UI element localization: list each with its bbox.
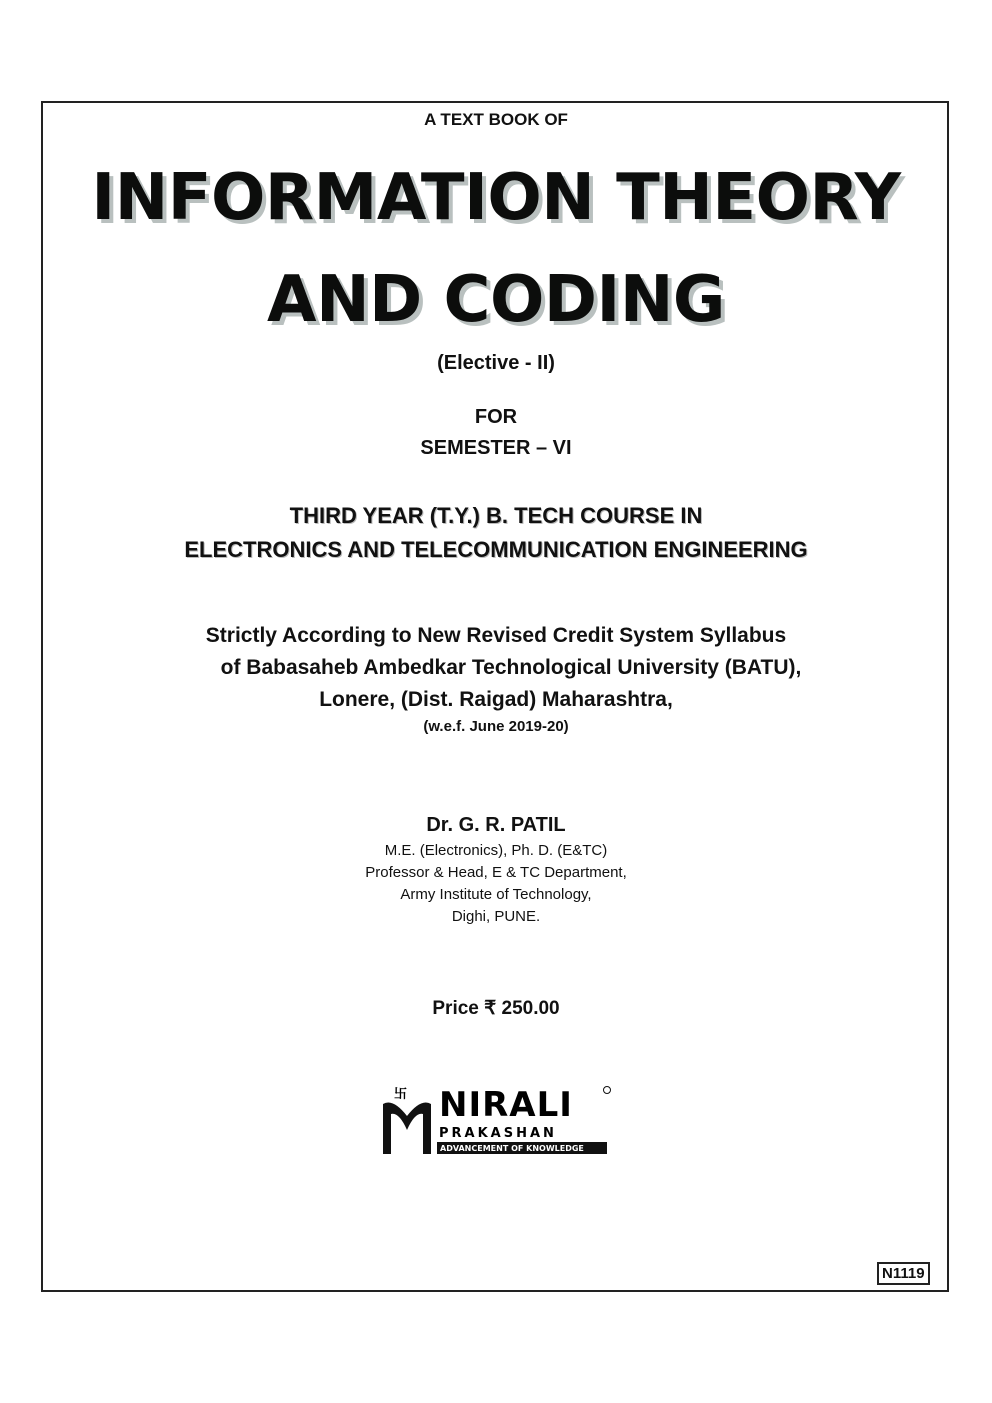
svg-text:卐: 卐: [394, 1087, 408, 1102]
title-line-1: INFORMATION THEORY: [91, 161, 901, 235]
author-location: Dighi, PUNE.: [451, 908, 541, 925]
syllabus-line-2: of Babasaheb Ambedkar Technological University (BATU),: [220, 656, 802, 679]
author-qualification: M.E. (Electronics), Ph. D. (E&TC): [384, 842, 608, 859]
author-institute: Army Institute of Technology,: [400, 886, 592, 903]
book-emblem-icon: [381, 1084, 613, 1156]
svg-text:PRAKASHAN: PRAKASHAN: [439, 1126, 557, 1141]
nirali-prakashan-logo: [381, 1084, 613, 1156]
author-position: Professor & Head, E & TC Department,: [365, 864, 627, 881]
syllabus-line-3: Lonere, (Dist. Raigad) Maharashtra,: [319, 688, 673, 711]
book-code: N1119: [877, 1262, 930, 1285]
course-line-2: ELECTRONICS AND TELECOMMUNICATION ENGINEERING: [184, 537, 808, 562]
for-label: FOR: [474, 406, 518, 428]
course-line-1: THIRD YEAR (T.Y.) B. TECH COURSE IN: [289, 503, 703, 528]
svg-text:ADVANCEMENT OF KNOWLEDGE: ADVANCEMENT OF KNOWLEDGE: [440, 1144, 584, 1153]
price: Price ₹ 250.00: [432, 998, 560, 1019]
elective: (Elective - II): [437, 352, 555, 374]
book-header: A TEXT BOOK OF: [424, 110, 568, 129]
syllabus-line-1: Strictly According to New Revised Credit System Syllabus: [205, 624, 787, 647]
semester: SEMESTER – VI: [420, 437, 572, 459]
title-line-2: AND CODING: [267, 263, 725, 337]
svg-text:NIRALI: NIRALI: [439, 1085, 573, 1125]
wef: (w.e.f. June 2019-20): [423, 718, 569, 735]
author-name: Dr. G. R. PATIL: [426, 814, 566, 836]
